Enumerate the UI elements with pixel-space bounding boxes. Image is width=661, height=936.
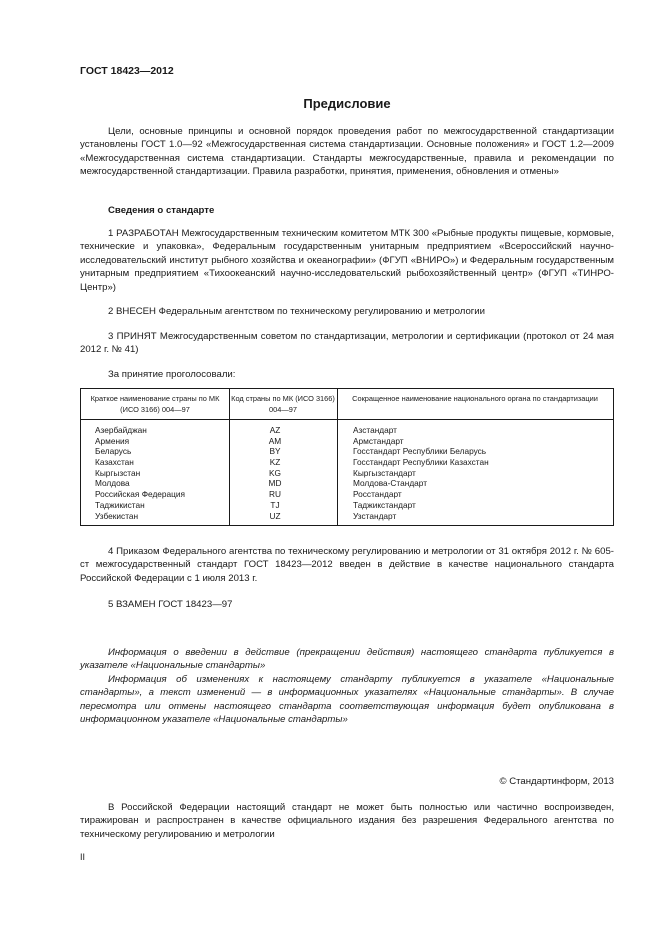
item-1-paragraph: 1 РАЗРАБОТАН Межгосударственным техническим комитетом МТК 300 «Рыбные продукты пищевые, кормовые, технические и упаковка», Федеральным государственным унитарным предприятием «Всероссийский научно-исследовательский институт рыбного хозяйства и океанографии» (ФГУП «ВНИРО») и Федеральным государственным унитарным предприятием «Тихоокеанский научно-исследовательский рыбохозяйственный центр» (ФГУП «ТИНРО-Центр») xyxy=(80,228,614,293)
country-name: Казахстан xyxy=(95,457,134,468)
country-name: Азербайджан xyxy=(95,425,147,435)
country-code: TJ xyxy=(270,499,280,510)
country-code: KZ xyxy=(269,457,281,468)
voting-table xyxy=(80,388,614,526)
page-number: II xyxy=(80,852,86,862)
document-code: ГОСТ 18423—2012 xyxy=(80,65,174,77)
country-name: Узбекистан xyxy=(95,510,139,521)
section-heading: Сведения о стандарте xyxy=(108,205,215,216)
item-4-paragraph: 4 Приказом Федерального агентства по техническому регулированию и метрологии от 31 октября 2012 г. № 605-ст межгосударственный стандарт ГОСТ 18423—2012 введен в действие в качестве национального стандарта Российской Федерации с 1 июля 2013 г. xyxy=(80,546,614,584)
item-3-paragraph: 3 ПРИНЯТ Межгосударственным советом по стандартизации, метрологии и сертификации (протокол от 24 мая 2012 г. № 41) xyxy=(80,331,614,356)
country-name: Кыргызстан xyxy=(95,467,141,478)
table-row xyxy=(81,446,613,457)
country-name: Армения xyxy=(95,435,130,446)
standards-body: Кыргызстандарт xyxy=(353,467,416,478)
table-row xyxy=(81,436,613,447)
table-body xyxy=(81,425,613,521)
header-country-code: Код страны по МК (ИСО 3166) 004—97 xyxy=(231,394,335,414)
table-row xyxy=(81,478,613,489)
item-5-paragraph: 5 ВЗАМЕН ГОСТ 18423—97 xyxy=(108,599,233,610)
standards-body: Госстандарт Республики Казахстан xyxy=(353,457,489,468)
table-row xyxy=(81,511,613,522)
country-code: UZ xyxy=(269,510,281,521)
copyright-notice: © Стандартинформ, 2013 xyxy=(499,776,614,787)
info-paragraph-changes: Информация об изменениях к настоящему стандарту публикуется в указателе «Национальные стандарты», а текст изменений — в информационных указателях «Национальные стандарты». В случае пересмотра или отмены настоящего стандарта соответствующая информация будет опубликована в информационном указателе «Национальные стандарты» xyxy=(80,674,614,726)
header-country-name: Краткое наименование страны по МК (ИСО 3166) 004—97 xyxy=(90,394,220,414)
country-code: AZ xyxy=(269,425,281,435)
country-name: Таджикистан xyxy=(95,499,145,510)
standards-body: Молдова-Стандарт xyxy=(353,478,428,489)
document-page xyxy=(80,0,614,936)
standards-body: Госстандарт Республики Беларусь xyxy=(353,446,487,457)
item-2-paragraph: 2 ВНЕСЕН Федеральным агентством по техническому регулированию и метрологии xyxy=(108,306,486,317)
standards-body: Узстандарт xyxy=(353,510,397,521)
intro-paragraph: Цели, основные принципы и основной порядок проведения работ по межгосударственной стандартизации установлены ГОСТ 1.0—92 «Межгосударственная система стандартизации. Основные положения» и ГОСТ 1.2—2009 «Межгосударственная система стандартизации. Стандарты межгосударственные, правила и рекомендации по межгосударственной стандартизации. Правила разработки, принятия, применения, обновления и отмены» xyxy=(80,126,614,178)
info-paragraph-introduction: Информация о введении в действие (прекращении действия) настоящего стандарта публикуется в указателе «Национальные стандарты» xyxy=(80,647,614,672)
country-code: AM xyxy=(268,435,282,446)
table-row xyxy=(81,500,613,511)
standards-body: Росстандарт xyxy=(353,489,402,500)
country-name: Молдова xyxy=(95,478,130,489)
table-row xyxy=(81,489,613,500)
country-code: MD xyxy=(268,478,282,489)
table-row xyxy=(81,457,613,468)
header-standards-body: Сокращенное наименование национального органа по стандартизации xyxy=(352,394,598,403)
table-header xyxy=(81,389,613,420)
page-title: Предисловие xyxy=(303,96,391,111)
standards-body: Таджикстандарт xyxy=(353,499,416,510)
country-name: Российская Федерация xyxy=(95,489,186,500)
country-name: Беларусь xyxy=(95,446,132,457)
table-row xyxy=(81,425,613,436)
standards-body: Азстандарт xyxy=(353,425,397,435)
vote-label: За принятие проголосовали: xyxy=(108,369,236,380)
country-code: KG xyxy=(269,467,281,478)
legal-notice: В Российской Федерации настоящий стандарт не может быть полностью или частично воспроизведен, тиражирован и распространен в качестве официального издания без разрешения Федерального агентства по техническому регулированию и метрологии xyxy=(80,802,614,840)
standards-body: Армстандарт xyxy=(353,435,404,446)
country-code: BY xyxy=(269,446,281,457)
country-code: RU xyxy=(269,489,281,500)
table-row xyxy=(81,468,613,479)
